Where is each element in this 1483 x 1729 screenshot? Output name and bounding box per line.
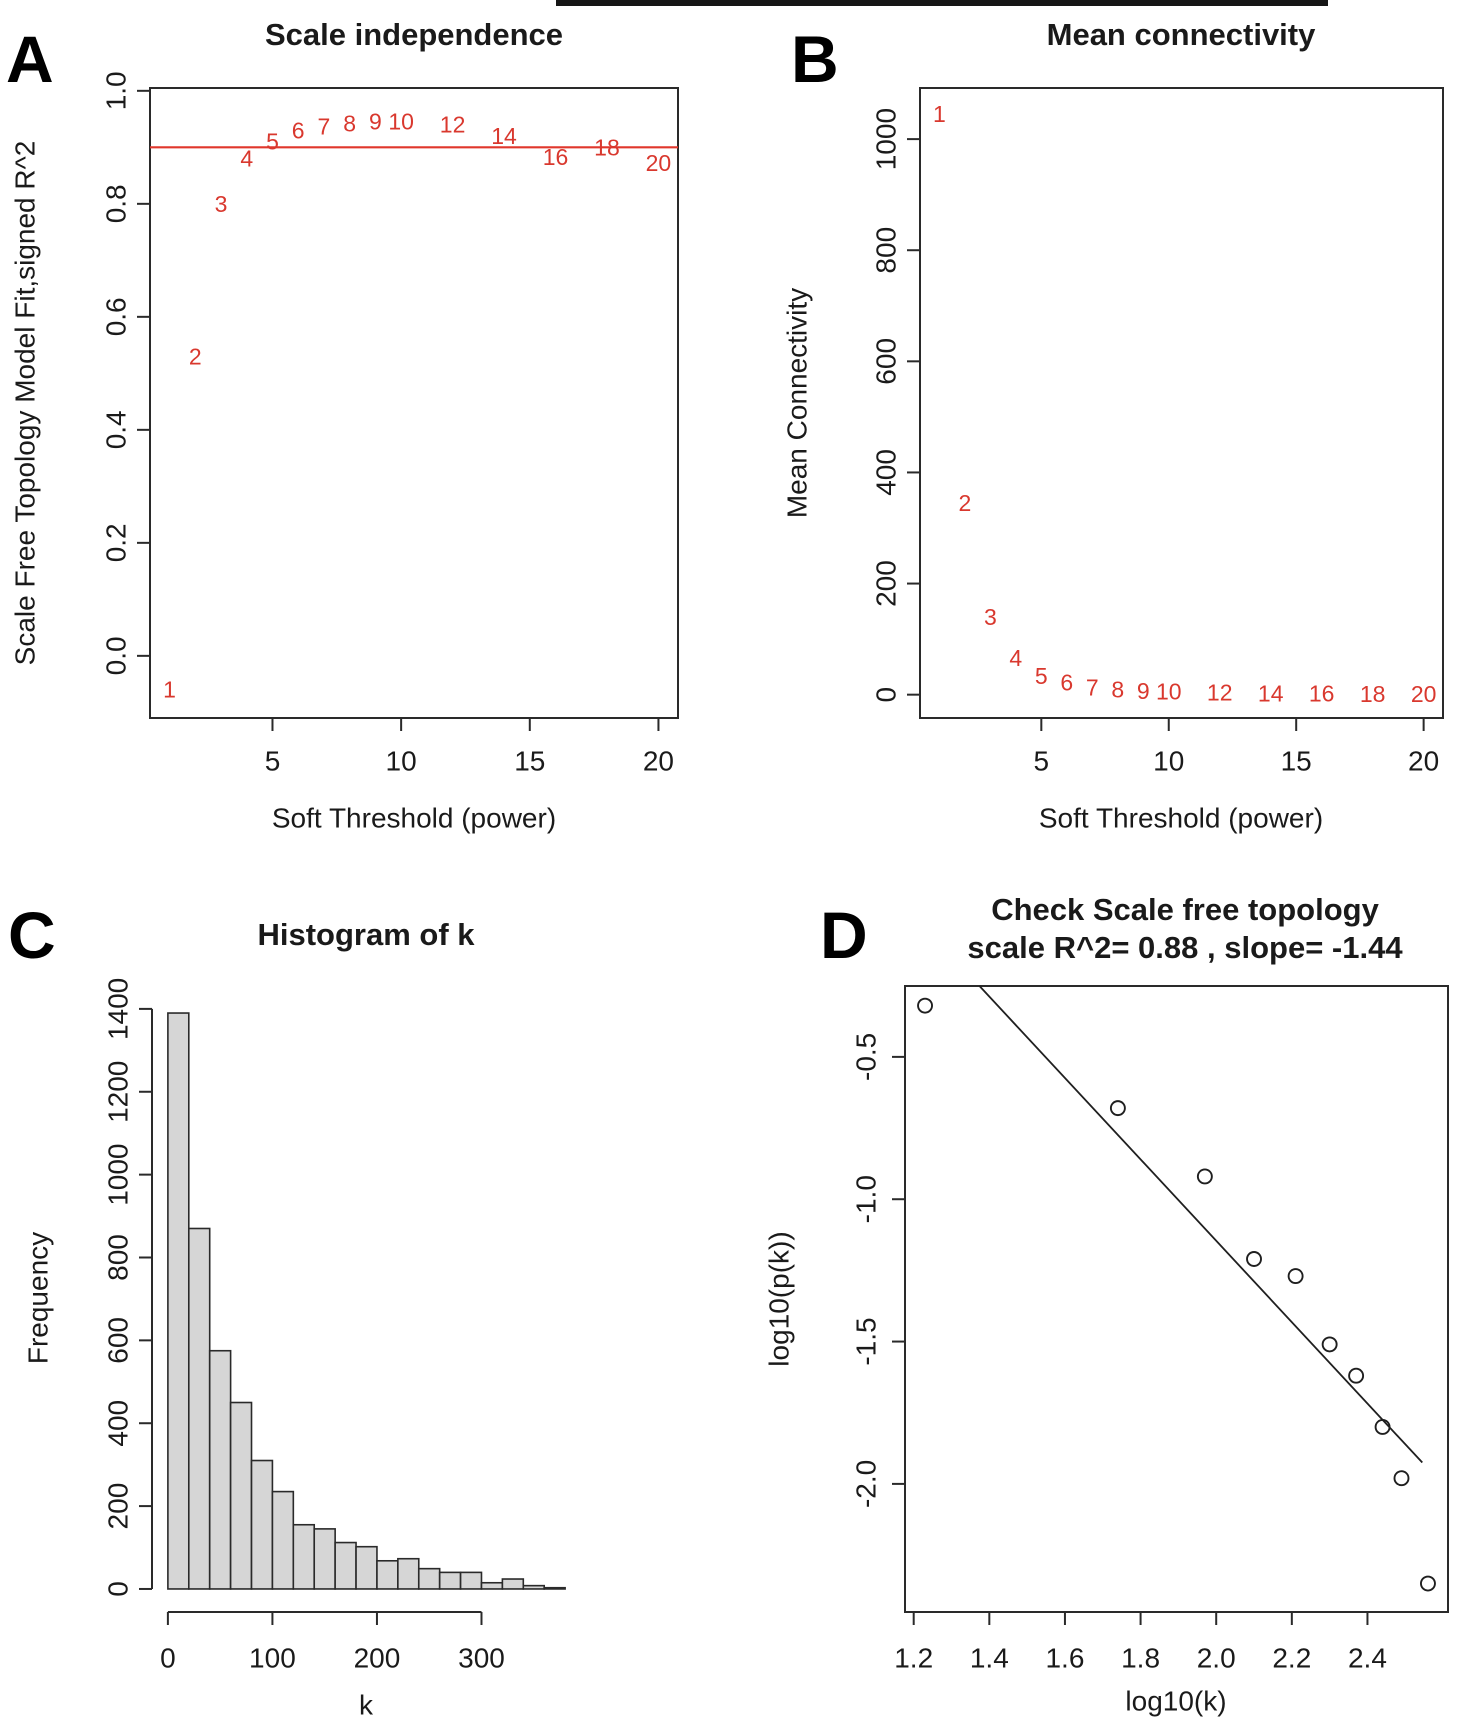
data-point-label: 3 <box>983 603 997 630</box>
top-partial-rule <box>556 0 1328 6</box>
panel-title: Scale independence <box>264 17 564 52</box>
y-tick-label: 0 <box>870 686 902 703</box>
scatter-points <box>918 999 1435 1591</box>
data-point-label: 9 <box>1136 677 1150 704</box>
histogram-bar <box>523 1586 544 1589</box>
histogram-bar <box>314 1529 335 1589</box>
x-tick-label: 0 <box>160 1642 176 1674</box>
x-tick-label: 20 <box>1408 745 1440 777</box>
data-point-label: 6 <box>1060 669 1074 696</box>
x-tick-label: 10 <box>1153 745 1185 777</box>
y-tick-label: 1200 <box>102 1060 134 1123</box>
data-point-label: 9 <box>369 108 382 135</box>
histogram-bar <box>502 1579 523 1589</box>
data-point-label: 20 <box>1410 681 1437 707</box>
data-point-label: 3 <box>214 190 228 217</box>
histogram-bar <box>419 1569 440 1589</box>
data-point-circle <box>1421 1577 1435 1591</box>
x-axis-title: Soft Threshold (power) <box>1038 802 1324 834</box>
x-tick-label: 5 <box>264 745 281 777</box>
y-tick-label: 0.0 <box>100 636 132 676</box>
y-tick-label: -2.0 <box>850 1459 882 1509</box>
y-tick-label: -0.5 <box>850 1032 882 1082</box>
histogram-bar <box>210 1351 231 1589</box>
data-point-label: 5 <box>266 128 279 155</box>
data-point-label: 12 <box>1206 679 1233 706</box>
data-point-label: 20 <box>645 150 672 177</box>
histogram-bar <box>356 1547 377 1589</box>
y-tick-label: 400 <box>870 449 902 496</box>
data-point-circle <box>1198 1169 1212 1183</box>
x-tick-label: 1.6 <box>1045 1642 1085 1674</box>
panel-title: Histogram of k <box>257 917 475 952</box>
y-tick-label: 0.2 <box>100 523 132 563</box>
data-point-label: 8 <box>343 110 357 137</box>
x-tick-label: 2.2 <box>1272 1642 1312 1674</box>
data-point-label: 1 <box>163 676 176 703</box>
panel-title-line2: scale R^2= 0.88 , slope= -1.44 <box>967 930 1403 965</box>
histogram-bar <box>544 1588 565 1589</box>
x-tick-label: 10 <box>385 745 417 777</box>
y-tick-label: -1.5 <box>850 1317 882 1366</box>
plot-box <box>920 88 1443 718</box>
y-tick-label: 400 <box>102 1399 134 1447</box>
histogram-bar <box>440 1572 461 1589</box>
y-tick-label: 0.8 <box>100 184 132 224</box>
data-point-label: 4 <box>1009 645 1023 671</box>
panel-letter-d: D <box>820 898 868 972</box>
data-point-label: 12 <box>439 111 466 138</box>
y-tick-label: 600 <box>102 1317 134 1364</box>
panel-letter-c: C <box>8 898 56 972</box>
plot-box <box>150 88 678 718</box>
y-axis-title: Scale Free Topology Model Fit,signed R^2 <box>9 140 41 666</box>
x-tick-label: 1.8 <box>1121 1642 1161 1674</box>
data-point-circle <box>1323 1337 1337 1351</box>
data-point-circle <box>1289 1269 1303 1283</box>
x-tick-label: 15 <box>514 745 546 777</box>
y-tick-label: 1000 <box>870 107 902 171</box>
data-point-circle <box>1394 1471 1408 1485</box>
data-point-label: 14 <box>1257 680 1284 707</box>
y-tick-label: 800 <box>870 226 902 274</box>
y-tick-label: 200 <box>870 560 902 607</box>
histogram-bar <box>189 1228 210 1588</box>
x-tick-label: 2.0 <box>1196 1642 1236 1674</box>
panel-title: Mean connectivity <box>1046 17 1316 52</box>
data-point-label: 10 <box>1155 678 1182 705</box>
y-tick-label: 0.6 <box>100 297 132 337</box>
x-tick-label: 300 <box>458 1642 505 1674</box>
data-point-label: 7 <box>317 113 331 140</box>
data-point-label: 7 <box>1085 674 1099 701</box>
data-point-label: 18 <box>594 134 620 161</box>
data-point-label: 16 <box>542 143 569 170</box>
y-axis-title: Mean Connectivity <box>781 287 813 519</box>
histogram-bar <box>231 1403 252 1589</box>
y-tick-label: 800 <box>102 1234 134 1281</box>
data-point-circle <box>1247 1252 1261 1266</box>
x-tick-label: 200 <box>353 1642 401 1674</box>
data-point-label: 18 <box>1359 680 1386 707</box>
plot-box <box>905 986 1448 1612</box>
y-tick-label: 600 <box>870 337 902 385</box>
x-axis-title: log10(k) <box>1125 1685 1227 1717</box>
panel-title-line1: Check Scale free topology <box>991 892 1379 927</box>
data-point-label: 8 <box>1111 676 1125 703</box>
y-tick-label: 1000 <box>102 1143 134 1206</box>
data-point-label: 4 <box>240 145 254 172</box>
y-tick-label: 1.0 <box>100 71 132 111</box>
histogram-bar <box>398 1559 419 1589</box>
data-point-circle <box>1376 1420 1390 1434</box>
data-point-label: 16 <box>1308 680 1335 707</box>
y-tick-label: 0.4 <box>100 410 132 450</box>
x-axis-title: Soft Threshold (power) <box>271 802 557 834</box>
data-point-label: 14 <box>491 123 517 150</box>
x-tick-label: 1.4 <box>969 1642 1009 1674</box>
histogram-bar <box>481 1583 502 1589</box>
x-tick-label: 1.2 <box>894 1642 934 1674</box>
data-point-circle <box>1349 1369 1363 1383</box>
data-point-label: 6 <box>291 117 305 144</box>
x-tick-label: 15 <box>1280 745 1312 777</box>
y-axis-title: log10(p(k)) <box>763 1231 795 1367</box>
panel-a <box>6 17 678 834</box>
x-tick-label: 5 <box>1033 745 1050 777</box>
histogram-bar <box>293 1525 314 1589</box>
fit-line <box>979 986 1422 1463</box>
data-point-circle <box>1111 1101 1125 1115</box>
x-tick-label: 100 <box>249 1642 296 1674</box>
panel-c <box>8 898 565 1721</box>
labeled-points <box>933 101 1436 707</box>
x-axis-title: k <box>359 1689 373 1721</box>
histogram-bar <box>461 1572 482 1589</box>
histogram-bar <box>377 1561 398 1589</box>
y-axis-title: Frequency <box>22 1231 54 1365</box>
data-point-circle <box>918 999 932 1013</box>
data-point-label: 2 <box>958 490 972 516</box>
histogram-bars <box>168 1013 565 1589</box>
panel-b <box>782 17 1444 834</box>
labeled-points <box>163 108 671 702</box>
panel-d <box>764 892 1449 1717</box>
y-tick-label: 0 <box>102 1581 134 1597</box>
panel-letter-b: B <box>791 22 839 96</box>
histogram-bar <box>252 1461 273 1589</box>
data-point-label: 5 <box>1034 662 1048 689</box>
data-point-label: 2 <box>188 343 202 370</box>
x-tick-label: 20 <box>642 745 675 777</box>
x-tick-label: 2.4 <box>1347 1642 1387 1674</box>
histogram-bar <box>335 1543 356 1589</box>
data-point-label: 1 <box>932 101 946 128</box>
histogram-bar <box>168 1013 189 1589</box>
data-point-label: 10 <box>388 108 414 135</box>
y-tick-label: -1.0 <box>850 1175 882 1224</box>
panel-letter-a: A <box>6 22 54 96</box>
histogram-bar <box>272 1492 293 1589</box>
y-tick-label: 1400 <box>102 977 134 1041</box>
y-tick-label: 200 <box>102 1482 134 1530</box>
